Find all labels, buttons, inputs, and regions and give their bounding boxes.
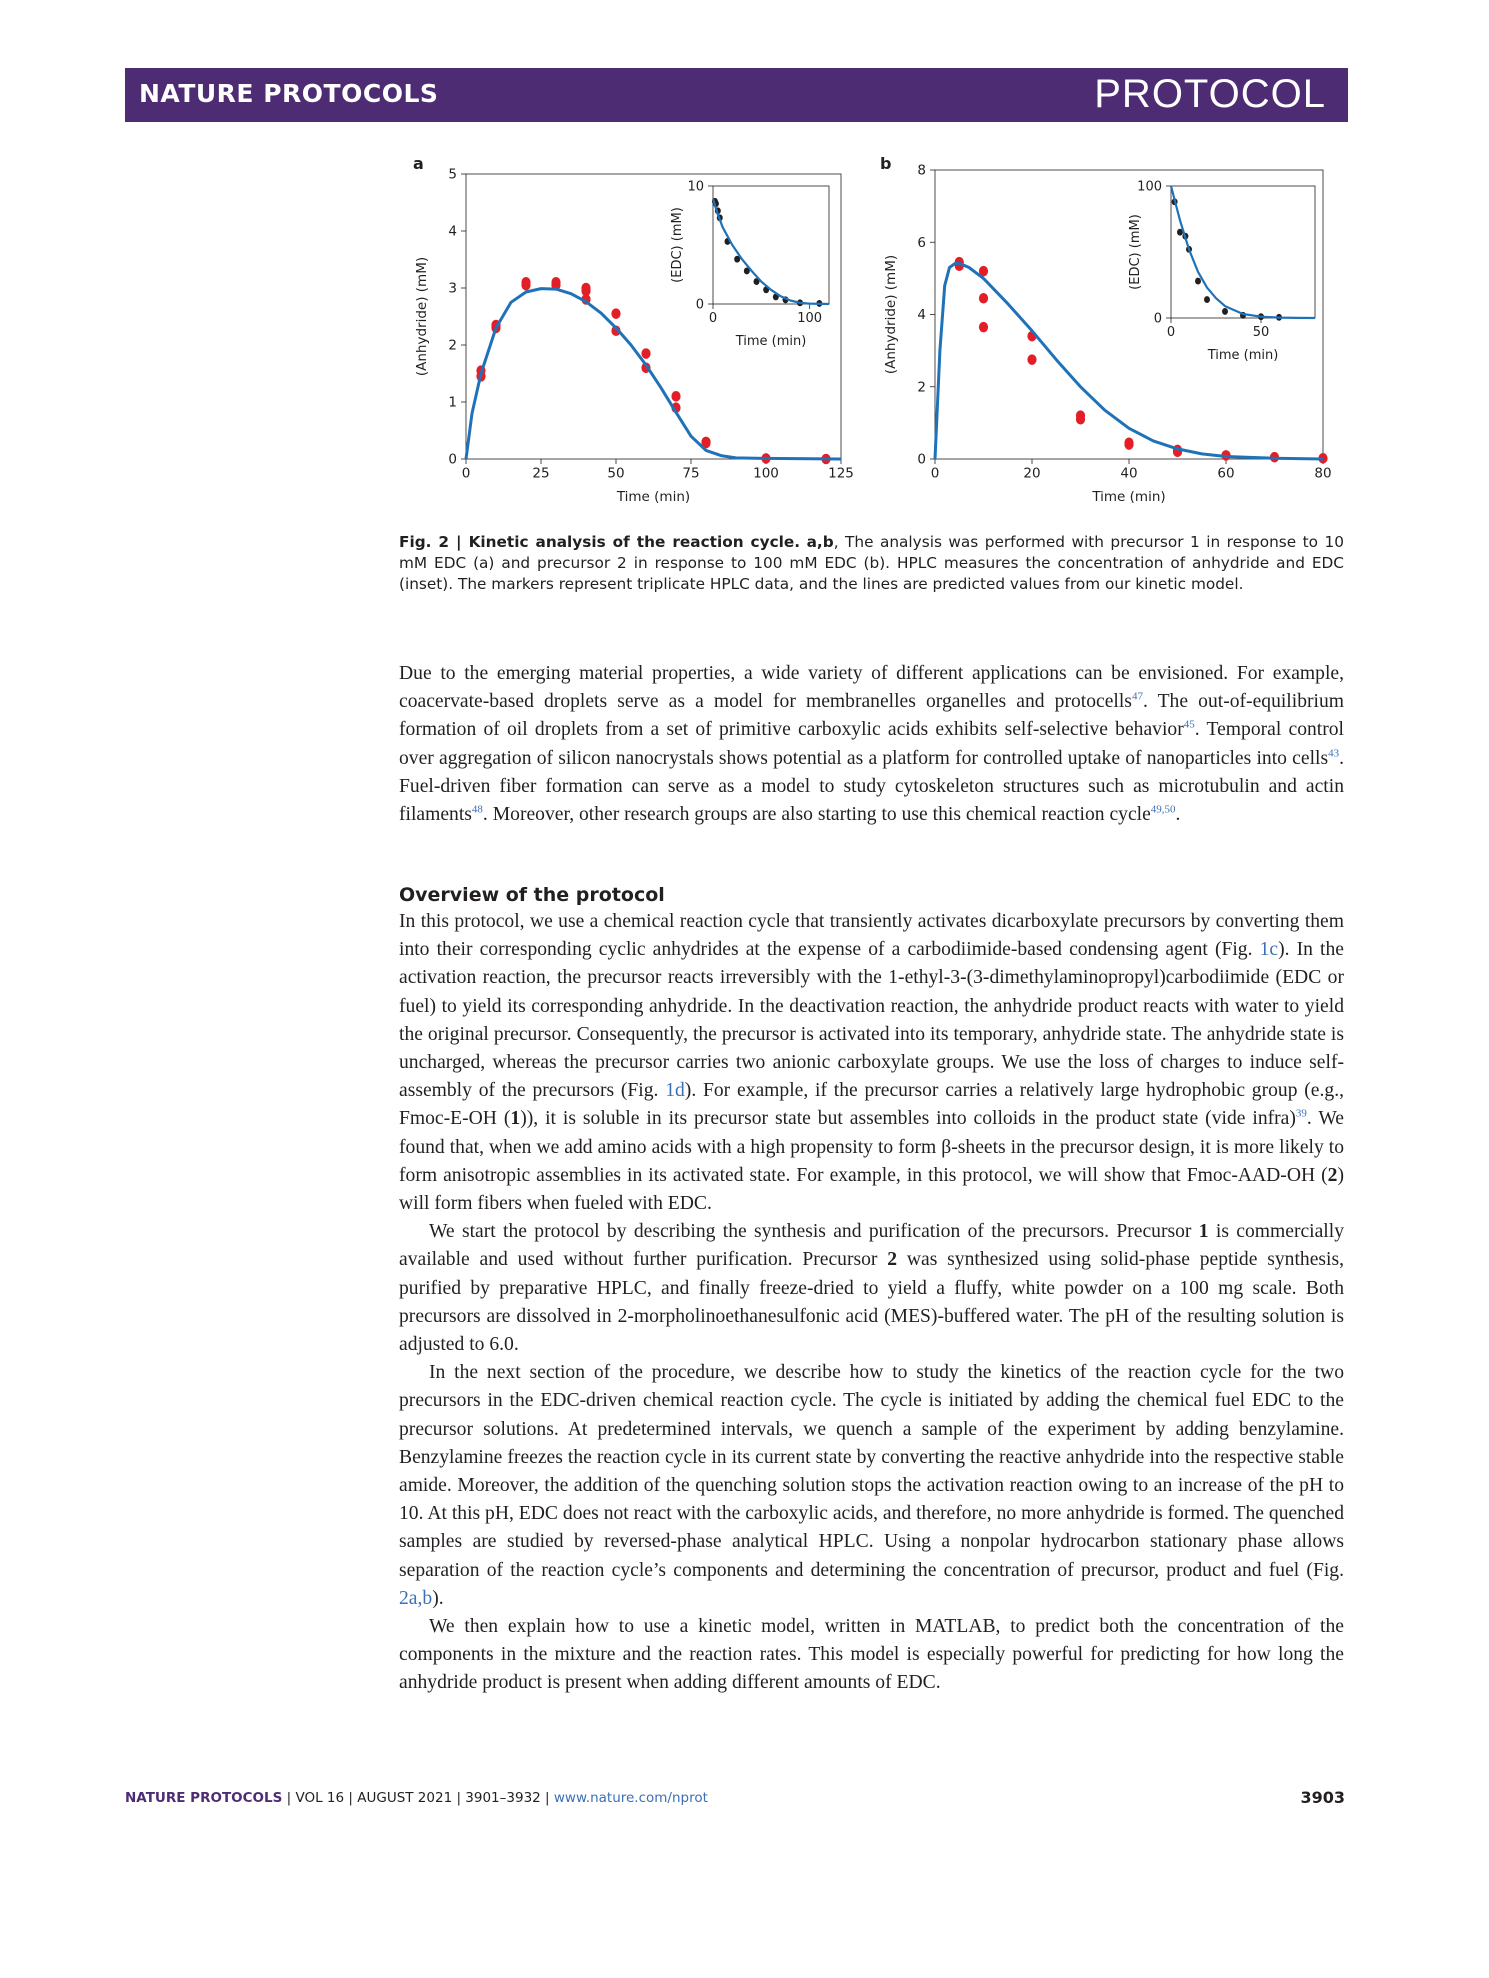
panel-b-inset-data-marker bbox=[1222, 308, 1228, 315]
panel-a-y-axis-label: (Anhydride) (mM) bbox=[414, 256, 430, 377]
panel-a-y-tick-label: 2 bbox=[448, 337, 457, 354]
footer-url[interactable]: www.nature.com/nprot bbox=[553, 1790, 708, 1806]
citation[interactable]: 39 bbox=[1295, 1107, 1307, 1120]
figure-link[interactable]: 1c bbox=[1259, 939, 1279, 961]
figure-2-charts bbox=[0, 0, 1489, 530]
panel-a-data-marker bbox=[611, 308, 620, 319]
panel-a-model-line bbox=[466, 289, 841, 459]
panel-b-x-tick-label: 40 bbox=[1120, 465, 1138, 482]
panel-a-inset-y-tick-label: 10 bbox=[687, 179, 704, 195]
panel-b-x-tick-label: 60 bbox=[1217, 465, 1235, 482]
panel-b-label: b bbox=[880, 154, 892, 173]
panel-a-data-marker bbox=[671, 391, 680, 402]
panel-b-inset-x-axis-label: Time (min) bbox=[1207, 348, 1279, 363]
panel-a-y-tick-label: 1 bbox=[448, 394, 457, 411]
panel-a-x-tick-label: 25 bbox=[532, 465, 550, 482]
article-type: PROTOCOL bbox=[1094, 72, 1326, 116]
citation[interactable]: 47 bbox=[1131, 690, 1143, 703]
panel-b-data-marker bbox=[1027, 354, 1036, 365]
panel-b-data-marker bbox=[1076, 410, 1085, 421]
panel-b-x-axis-label: Time (min) bbox=[1092, 489, 1166, 505]
journal-name: NATURE PROTOCOLS bbox=[139, 79, 439, 108]
panel-a-y-tick-label: 3 bbox=[448, 280, 457, 297]
panel-a-x-tick-label: 50 bbox=[607, 465, 625, 482]
figure-link[interactable]: 1d bbox=[665, 1080, 685, 1102]
panel-a-data-marker bbox=[521, 277, 530, 288]
page-footer bbox=[125, 1790, 708, 1806]
panel-b-y-tick-label: 4 bbox=[917, 307, 926, 324]
paragraph-overview: In this protocol, we use a chemical reaction cycle that transiently activates dicarboxylate precursors by converting them into their corresponding cyclic anhydrides at the expense of a carbodiimide-based condensing agent (Fig. 1c). In the activation reaction, the precursor reacts irreversibly with the 1-ethyl-3-(3-dimethylaminopropyl)carbodiimide (EDC or fuel) to yield its corresponding anhydride. In the deactivation reaction, the anhydride product reacts with water to yield the original precursor. Consequently, the precursor is activated into its temporary, anhydride state. The anhydride state is uncharged, whereas the precursor carries two anionic carboxylate groups. We use the loss of charges to induce self-assembly of the precursors (Fig. 1d). For example, if the precursor carries a relatively large hydrophobic group (e.g., Fmoc-E-OH (1)), it is soluble in its precursor state but assembles into colloids in the product state (vide infra)$^{39}$. We found that, when we add amino acids with a high propensity to form β-sheets in the precursor design, it is more likely to form anisotropic assemblies in its activated state. For example, in this protocol, we will show that Fmoc-AAD-OH (2) will form fibers when fueled with EDC. bbox=[399, 911, 1344, 1215]
panel-b-x-tick-label: 20 bbox=[1023, 465, 1041, 482]
panel-a-inset-plot-frame bbox=[713, 186, 829, 304]
panel-a-data-marker bbox=[641, 348, 650, 359]
panel-a-x-tick-label: 100 bbox=[753, 465, 779, 482]
section-title: Overview of the protocol bbox=[399, 884, 665, 906]
panel-b-y-tick-label: 2 bbox=[917, 379, 926, 396]
paragraph-applications: Due to the emerging material properties, a wide variety of different applications can be envisioned. For example, coacervate-based droplets serve as a model for membranelles organelles and protocells$^{47}$. The out-of-equilibrium formation of oil droplets from a set of primitive carboxylic acids exhibits self-selective behavior$^{45}$. Temporal control over aggregation of silicon nanocrystals shows potential as a platform for controlled uptake of nanoparticles into cells$^{43}$. Fuel-driven fiber formation can serve as a model to study cytoskeleton structures such as microtubulin and actin filaments$^{48}$. Moreover, other research groups are also starting to use this chemical reaction cycle$^{49,50}$. bbox=[399, 663, 1345, 826]
figure-caption bbox=[399, 532, 1344, 595]
panel-a-data-marker bbox=[581, 283, 590, 294]
panel-b-y-axis-label: (Anhydride) (mM) bbox=[883, 254, 899, 375]
panel-b-data-marker bbox=[979, 322, 988, 333]
panel-b-data-marker bbox=[1124, 437, 1133, 448]
panel-b-x-tick-label: 0 bbox=[930, 465, 940, 482]
panel-a-inset-x-axis-label: Time (min) bbox=[735, 334, 807, 349]
paragraph-model: We then explain how to use a kinetic model, written in MATLAB, to predict both the concentration of the components in the mixture and the reaction rates. This model is especially powerful for predicting for how long the anhydride product is present when adding different amounts of EDC. bbox=[399, 1616, 1344, 1694]
panel-b-inset-y-axis-label: (EDC) (mM) bbox=[1128, 214, 1143, 290]
panel-b-y-tick-label: 0 bbox=[917, 451, 926, 468]
footer-journal: NATURE PROTOCOLS bbox=[125, 1790, 283, 1806]
paragraph-synthesis: We start the protocol by describing the synthesis and purification of the precursors. Precursor 1 is commercially available and used without further purification. Precursor 2 was synthesized using solid-phase peptide synthesis, purified by preparative HPLC, and finally freeze-dried to yield a fluffy, white powder on a 100 mg scale. Both precursors are dissolved in 2-morpholinoethanesulfonic acid (MES)-buffered water. The pH of the resulting solution is adjusted to 6.0. bbox=[399, 1221, 1344, 1356]
panel-b-inset-x-tick-label: 0 bbox=[1166, 325, 1176, 340]
panel-a-x-tick-label: 0 bbox=[461, 465, 471, 482]
citation[interactable]: 48 bbox=[471, 803, 483, 816]
citation[interactable]: 43 bbox=[1328, 747, 1340, 760]
panel-a-y-tick-label: 0 bbox=[448, 451, 457, 468]
panel-a-inset-x-tick-label: 100 bbox=[797, 311, 823, 326]
panel-b-inset-data-marker bbox=[1204, 296, 1210, 303]
panel-a-y-tick-label: 5 bbox=[448, 166, 457, 183]
panel-a-y-tick-label: 4 bbox=[448, 223, 457, 240]
citation[interactable]: 45 bbox=[1183, 718, 1195, 731]
panel-b-inset-plot-frame bbox=[1171, 186, 1315, 318]
citation[interactable]: 49,50 bbox=[1150, 803, 1176, 816]
page-number: 3903 bbox=[1300, 1788, 1345, 1807]
panel-b-inset-y-tick-label: 100 bbox=[1137, 179, 1162, 195]
panel-b-inset-y-tick-label: 0 bbox=[1153, 311, 1162, 327]
panel-b-inset-data-marker bbox=[1195, 278, 1201, 285]
panel-b-y-tick-label: 6 bbox=[917, 234, 926, 251]
panel-a-label: a bbox=[413, 154, 424, 173]
panel-b-x-tick-label: 80 bbox=[1314, 465, 1332, 482]
panel-a-inset-y-tick-label: 0 bbox=[695, 297, 704, 313]
figure-link[interactable]: 2a,b bbox=[399, 1587, 433, 1609]
caption-text: , The analysis was performed with precursor 1 in response to 10 mM EDC (a) and precursor 2 in response to 100 mM EDC (b). HPLC measures the concentration of anhydride and EDC (inset). The markers represent triplicate HPLC data, and the lines are predicted values from our kinetic model. bbox=[399, 533, 1344, 593]
panel-a-inset-x-tick-label: 0 bbox=[708, 311, 718, 326]
panel-a-inset-y-axis-label: (EDC) (mM) bbox=[670, 207, 685, 283]
panel-b-data-marker bbox=[979, 293, 988, 304]
panel-a-x-tick-label: 75 bbox=[682, 465, 700, 482]
panel-b-y-tick-label: 8 bbox=[917, 162, 926, 179]
panel-a-x-axis-label: Time (min) bbox=[616, 489, 691, 505]
caption-title: Fig. 2 | Kinetic analysis of the reaction cycle. bbox=[399, 533, 801, 551]
paragraph-kinetics: In the next section of the procedure, we describe how to study the kinetics of the reaction cycle for the two precursors in the EDC-driven chemical reaction cycle. The cycle is initiated by adding the chemical fuel EDC to the precursor solutions. At predetermined intervals, we quench a sample of the experiment by adding benzylamine. Benzylamine freezes the reaction cycle in its current state by converting the reactive anhydride into the respective stable amide. Moreover, the addition of the quenching solution stops the activation reaction owing to an increase of the pH to 10. At this pH, EDC does not react with the carboxylic acids, and therefore, no more anhydride is formed. The quenched samples are studied by reversed-phase analytical HPLC. Using a nonpolar hydrocarbon stationary phase allows separation of the reaction cycle’s components and determining the concentration of precursor, product and fuel (Fig. 2a,b). bbox=[399, 1362, 1344, 1609]
panel-b-inset-x-tick-label: 50 bbox=[1252, 325, 1270, 340]
caption-panels: a,b bbox=[806, 533, 834, 551]
panel-a-data-marker bbox=[551, 277, 560, 288]
section-body bbox=[399, 908, 1344, 1698]
footer-details: | VOL 16 | AUGUST 2021 | 3901–3932 | bbox=[282, 1790, 554, 1806]
panel-a-x-tick-label: 125 bbox=[828, 465, 854, 482]
